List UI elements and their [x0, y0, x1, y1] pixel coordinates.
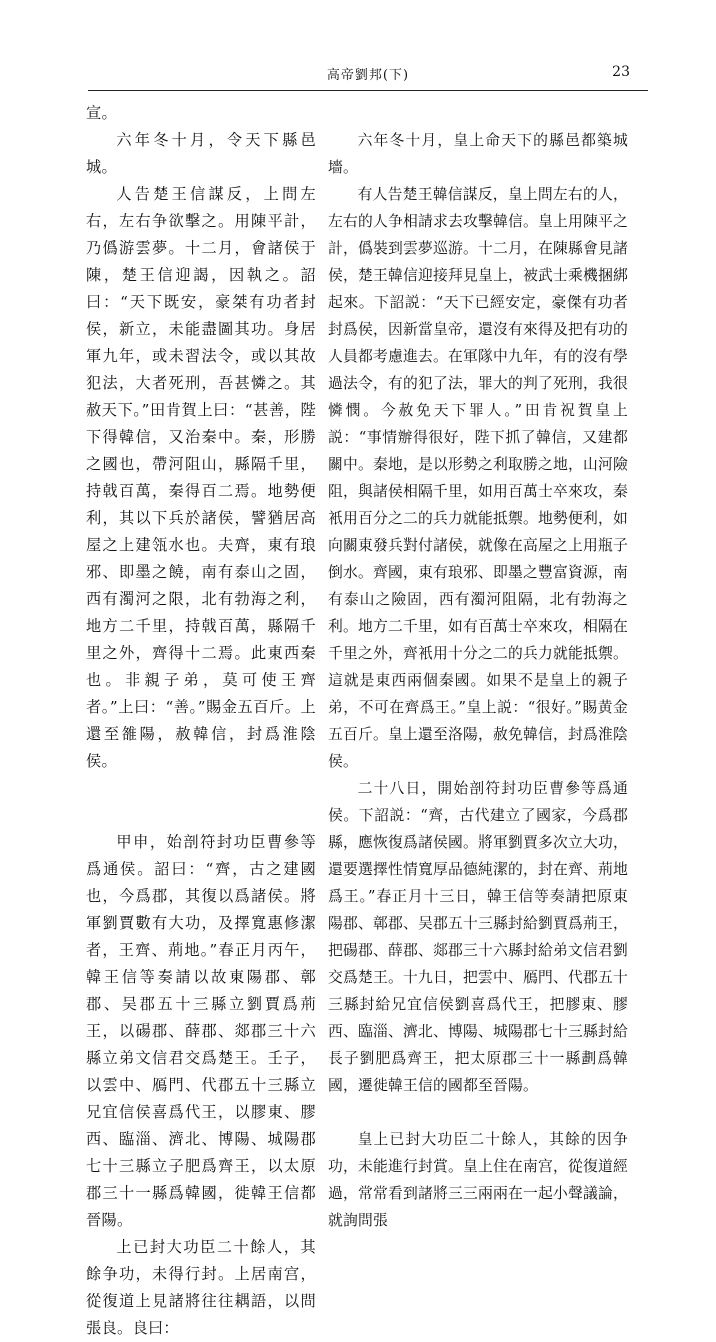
page-number: 23: [612, 64, 630, 80]
text-paragraph: 上已封大功臣二十餘人，其餘争功，未得行封。上居南宫，從復道上見諸將往往耦語，以問張良。良曰：: [86, 1238, 316, 1337]
text-paragraph: 六年冬十月，皇上命天下的縣邑都築城墻。: [328, 132, 628, 176]
page-header: [88, 56, 648, 94]
text-paragraph: 六年冬十月，令天下縣邑城。: [86, 131, 316, 176]
running-title: 高帝劉邦(下): [326, 68, 410, 83]
text-paragraph: 二十八日，開始剖符封功臣曹參等爲通侯。下詔説：“齊，古代建立了國家，今爲郡縣，應恢復爲諸侯國。將軍劉賈多次立大功，還要選擇性情寬厚品德純潔的，封在齊、荊地爲王。”春正月十三日，韓王信等奏請把原東陽郡、鄣郡、吴郡五十三縣封給劉賈爲荊王，把碭郡、薛郡、郯郡三十六縣封給弟文信君劉交爲楚王。十九日，把雲中、鴈門、代郡五十三縣封給兄宜信侯劉喜爲代王，把膠東、膠西、臨淄、濟北、博陽、城陽郡七十三縣封給長子劉肥爲齊王，把太原郡三十一縣劃爲韓國，遷徙韓王信的國都至晉陽。: [328, 780, 628, 1094]
text-paragraph: 甲申，始剖符封功臣曹參等爲通侯。詔曰：“齊，古之建國也，今爲郡，其復以爲諸侯。將軍劉賈數有大功，及擇寬惠修潔者，王齊、荊地。”春正月丙午，韓王信等奏請以故東陽郡、鄣郡、吴郡五十三縣立劉賈爲荊王，以碭郡、薛郡、郯郡三十六縣立弟文信君交爲楚王。壬子，以雲中、鴈門、代郡五十三縣立兄宜信侯喜爲代王，以膠東、膠西、臨淄、濟北、博陽、城陽郡七十三縣立子肥爲齊王，以太原郡三十一縣爲韓國，徙韓王信都晉陽。: [86, 833, 316, 1229]
translation-text-column: [328, 100, 628, 1234]
classical-text-column: [86, 100, 316, 1342]
text-paragraph: 宣。: [86, 104, 117, 122]
text-paragraph: 人告楚王信謀反，上問左右，左右争欲擊之。用陳平計，乃僞游雲夢。十二月，會諸侯于陳，楚王信迎謁，因執之。詔曰：“天下既安，豪桀有功者封侯，新立，未能盡圖其功。身居軍九年，或未習法令，或以其故犯法，大者死刑，吾甚憐之。其赦天下。”田肯賀上曰：“甚善，陛下得韓信，又治秦中。秦，形勝之國也，帶河阻山，縣隔千里，持戟百萬，秦得百二焉。地勢便利，其以下兵於諸侯，譬猶居高屋之上建瓴水也。夫齊，東有琅邪、即墨之饒，南有泰山之固，西有濁河之限，北有勃海之利，地方二千里，持戟百萬，縣隔千里之外，齊得十二焉。此東西秦也。非親子弟，莫可使王齊者。”上曰：“善。”賜金五百斤。上還至雒陽，赦韓信，封爲淮陰侯。: [86, 185, 316, 770]
text-paragraph: 有人告楚王韓信謀反，皇上問左右的人，左右的人争相請求去攻擊韓信。皇上用陳平之計，僞裝到雲夢巡游。十二月，在陳縣會見諸侯，楚王韓信迎接拜見皇上，被武士乘機捆綁起來。下詔説：“天下已經安定，豪傑有功者封爲侯，因新當皇帝，還沒有來得及把有功的人員都考慮進去。在軍隊中九年，有的沒有學過法令，有的犯了法，罪大的判了死刑，我很憐憫。今赦免天下罪人。”田肯祝賀皇上説：“事情辦得很好，陛下抓了韓信，又建都關中。秦地，是以形勢之利取勝之地，山河險阻，與諸侯相隔千里，如用百萬士卒來攻，秦衹用百分之二的兵力就能抵禦。地勢便利，如向關東發兵對付諸侯，就像在高屋之上用瓶子倒水。齊國，東有琅邪、即墨之豐富資源，南有泰山之險固，西有濁河阻隔，北有勃海之利。地方二千里，如有百萬士卒來攻，相隔在千里之外，齊衹用十分之二的兵力就能抵禦。這就是東西兩個秦國。如果不是皇上的親子弟，不可在齊爲王。”皇上説：“很好。”賜黄金五百斤。皇上還至洛陽，赦免韓信，封爲淮陰侯。: [328, 186, 628, 770]
header-rule: [88, 90, 648, 91]
text-paragraph: 皇上已封大功臣二十餘人，其餘的因争功，未能進行封賞。皇上住在南宫，從復道經過，常常看到諸將三三兩兩在一起小聲議論，就詢問張: [328, 1131, 628, 1229]
